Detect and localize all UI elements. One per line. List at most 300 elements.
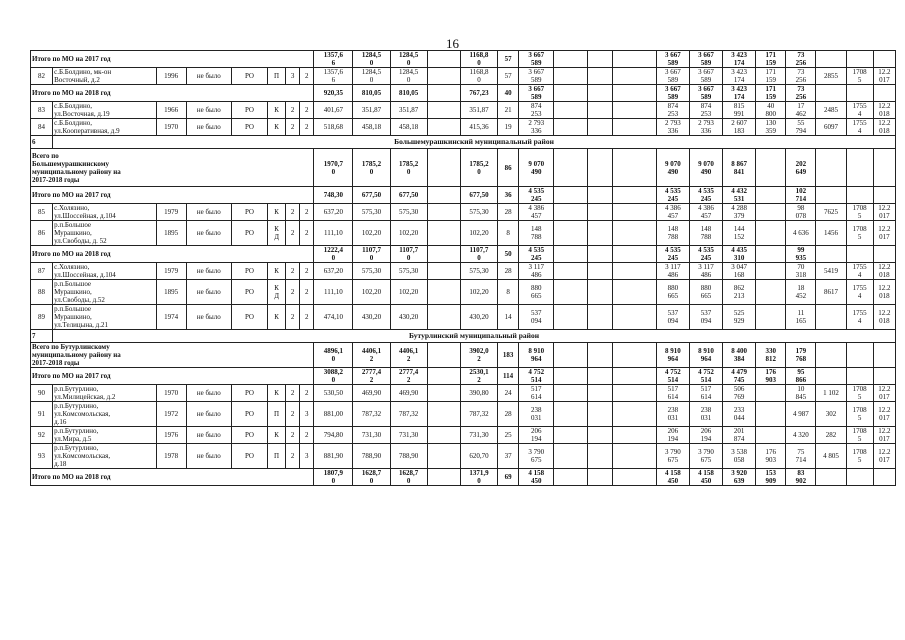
value-cell: 787,32	[353, 402, 390, 427]
value-cell: 282	[816, 427, 846, 444]
value-cell: 7625	[816, 204, 846, 221]
district-row	[31, 136, 896, 149]
subtotal-value: 1785,2 0	[390, 149, 427, 187]
subtotal-value: 3 423 174	[723, 51, 756, 68]
value-cell: 206 194	[656, 427, 689, 444]
value-cell: 1284,5 0	[390, 68, 427, 85]
subtotal-value: 4 535 245	[519, 246, 554, 263]
previous-repair-cell: не было	[186, 68, 231, 85]
wall-material-cell: К	[268, 102, 286, 119]
value-cell: 75 714	[786, 444, 816, 469]
value-cell: 10 845	[786, 385, 816, 402]
value-cell: 401,67	[314, 102, 353, 119]
entrances-cell: 2	[300, 68, 314, 85]
subtotal-value: 99 935	[786, 246, 816, 263]
value-cell	[427, 444, 460, 469]
subtotal-value: 102 714	[786, 187, 816, 204]
value-cell	[554, 204, 588, 221]
fund-method-cell: РО	[231, 402, 267, 427]
value-cell: 3 117 486	[656, 263, 689, 280]
row-number: 89	[31, 305, 53, 330]
year-cell: 1979	[156, 263, 186, 280]
subtotal-value: 1107,7 0	[460, 246, 497, 263]
subtotal-value: 810,05	[353, 85, 390, 102]
previous-repair-cell: не было	[186, 263, 231, 280]
value-cell	[588, 444, 612, 469]
value-cell: 4 987	[786, 402, 816, 427]
subtotal-value: 4 432 531	[723, 187, 756, 204]
value-cell: 1708 5	[846, 444, 873, 469]
floors-cell: 2	[286, 204, 300, 221]
district-number: 6	[31, 136, 53, 149]
value-cell: 98 078	[786, 204, 816, 221]
value-cell: 17 462	[786, 102, 816, 119]
subtotal-value: 73 256	[786, 85, 816, 102]
subtotal-value	[873, 469, 895, 486]
value-cell	[588, 280, 612, 305]
year-cell: 1996	[156, 68, 186, 85]
value-cell	[612, 102, 656, 119]
row-number: 84	[31, 119, 53, 136]
value-cell	[588, 402, 612, 427]
value-cell: 351,87	[353, 102, 390, 119]
value-cell: 8617	[816, 280, 846, 305]
table-row	[31, 119, 896, 136]
subtotal-value: 4406,1 2	[390, 343, 427, 368]
value-cell: 1357,6 6	[314, 68, 353, 85]
entrances-cell: 2	[300, 102, 314, 119]
subtotal-value: 2530,1 2	[460, 368, 497, 385]
value-cell: 881,00	[314, 402, 353, 427]
subtotal-value	[816, 149, 846, 187]
value-cell: 8	[498, 280, 519, 305]
subtotal-value: 4 535 245	[656, 187, 689, 204]
subtotal-value: 330 812	[756, 343, 786, 368]
wall-material-cell: П	[268, 68, 286, 85]
subtotal-value: 1628,7 0	[353, 469, 390, 486]
subtotal-label: Итого по МО на 2017 год	[31, 187, 314, 204]
value-cell: 351,87	[460, 102, 497, 119]
value-cell: 238 031	[519, 402, 554, 427]
subtotal-value	[588, 187, 612, 204]
value-cell: 4 636	[786, 221, 816, 246]
value-cell: 415,36	[460, 119, 497, 136]
value-cell: 24	[498, 385, 519, 402]
subtotal-value	[554, 368, 588, 385]
value-cell: 637,20	[314, 263, 353, 280]
subtotal-value: 1222,4 0	[314, 246, 353, 263]
value-cell: 1708 5	[846, 427, 873, 444]
value-cell: 3 047 168	[723, 263, 756, 280]
value-cell	[427, 204, 460, 221]
value-cell	[756, 427, 786, 444]
subtotal-value	[554, 85, 588, 102]
wall-material-cell: К	[268, 427, 286, 444]
value-cell: 176 903	[756, 444, 786, 469]
value-cell: 880 665	[519, 280, 554, 305]
value-cell: 4 320	[786, 427, 816, 444]
value-cell: 1168,8 0	[460, 68, 497, 85]
subtotal-value: 920,35	[314, 85, 353, 102]
fund-method-cell: РО	[231, 263, 267, 280]
value-cell	[427, 305, 460, 330]
value-cell: 390,80	[460, 385, 497, 402]
page-number: 16	[446, 36, 459, 51]
housing-repair-table	[30, 50, 896, 486]
address-cell: с.Б.Болдино, мк-он Восточный, д.2	[53, 68, 156, 85]
value-cell: 18 452	[786, 280, 816, 305]
fund-method-cell: РО	[231, 221, 267, 246]
value-cell: 430,20	[390, 305, 427, 330]
address-cell: р.п.Бутурлино, ул.Милицейская, д.2	[53, 385, 156, 402]
value-cell: 474,10	[314, 305, 353, 330]
wall-material-cell: К Д	[268, 221, 286, 246]
value-cell	[756, 280, 786, 305]
wall-material-cell: К Д	[268, 280, 286, 305]
value-cell: 2 607 183	[723, 119, 756, 136]
value-cell	[588, 204, 612, 221]
value-cell: 788,90	[390, 444, 427, 469]
floors-cell: 2	[286, 385, 300, 402]
subtotal-row	[31, 85, 896, 102]
value-cell	[612, 305, 656, 330]
subtotal-value	[588, 149, 612, 187]
subtotal-value: 1107,7 0	[353, 246, 390, 263]
subtotal-row	[31, 51, 896, 68]
entrances-cell: 2	[300, 280, 314, 305]
value-cell: 537 094	[656, 305, 689, 330]
subtotal-value	[816, 246, 846, 263]
row-number: 88	[31, 280, 53, 305]
value-cell: 111,10	[314, 280, 353, 305]
subtotal-value: 4896,1 0	[314, 343, 353, 368]
subtotal-label: Итого по МО на 2018 год	[31, 246, 314, 263]
subtotal-value: 677,50	[460, 187, 497, 204]
value-cell	[554, 102, 588, 119]
subtotal-value	[588, 343, 612, 368]
value-cell: 3 790 675	[689, 444, 722, 469]
subtotal-value	[588, 85, 612, 102]
subtotal-value	[612, 51, 656, 68]
value-cell: 8	[498, 221, 519, 246]
subtotal-value: 3088,2 0	[314, 368, 353, 385]
year-cell: 1979	[156, 204, 186, 221]
subtotal-value	[816, 368, 846, 385]
value-cell: 238 031	[689, 402, 722, 427]
subtotal-value: 1807,9 0	[314, 469, 353, 486]
value-cell	[554, 263, 588, 280]
wall-material-cell: К	[268, 305, 286, 330]
subtotal-value: 8 910 964	[519, 343, 554, 368]
value-cell: 2485	[816, 102, 846, 119]
value-cell	[554, 402, 588, 427]
subtotal-value: 4 158 450	[689, 469, 722, 486]
fund-method-cell: РО	[231, 305, 267, 330]
value-cell: 12.2 017	[873, 385, 895, 402]
subtotal-value: 1357,6 6	[314, 51, 353, 68]
subtotal-value: 4 479 745	[723, 368, 756, 385]
entrances-cell: 2	[300, 221, 314, 246]
subtotal-value	[554, 469, 588, 486]
subtotal-value: 4 535 245	[689, 187, 722, 204]
year-cell: 1895	[156, 280, 186, 305]
value-cell: 1755 4	[846, 305, 873, 330]
subtotal-value: 1785,2 0	[460, 149, 497, 187]
entrances-cell: 2	[300, 427, 314, 444]
table-row	[31, 427, 896, 444]
value-cell: 3 667 589	[519, 68, 554, 85]
value-cell: 3 423 174	[723, 68, 756, 85]
value-cell: 25	[498, 427, 519, 444]
subtotal-value	[554, 51, 588, 68]
value-cell: 1 102	[816, 385, 846, 402]
row-number: 85	[31, 204, 53, 221]
address-cell: с.Б.Болдино, ул.Кооперативная, д.9	[53, 119, 156, 136]
value-cell: 302	[816, 402, 846, 427]
subtotal-value	[612, 246, 656, 263]
value-cell: 4 386 457	[656, 204, 689, 221]
previous-repair-cell: не было	[186, 305, 231, 330]
value-cell: 2 793 336	[689, 119, 722, 136]
table-row	[31, 221, 896, 246]
subtotal-value	[427, 149, 460, 187]
value-cell	[588, 119, 612, 136]
value-cell	[427, 385, 460, 402]
value-cell: 874 253	[689, 102, 722, 119]
subtotal-value: 4 158 450	[656, 469, 689, 486]
value-cell	[588, 385, 612, 402]
value-cell: 111,10	[314, 221, 353, 246]
value-cell	[427, 263, 460, 280]
subtotal-value: 179 768	[786, 343, 816, 368]
value-cell: 351,87	[390, 102, 427, 119]
fund-method-cell: РО	[231, 204, 267, 221]
value-cell: 28	[498, 204, 519, 221]
subtotal-value	[846, 368, 873, 385]
subtotal-value	[612, 469, 656, 486]
value-cell: 1755 4	[846, 102, 873, 119]
subtotal-value	[612, 187, 656, 204]
year-cell: 1978	[156, 444, 186, 469]
value-cell: 788,90	[353, 444, 390, 469]
row-number: 90	[31, 385, 53, 402]
subtotal-value	[846, 343, 873, 368]
value-cell: 787,32	[460, 402, 497, 427]
subtotal-value: 1107,7 0	[390, 246, 427, 263]
value-cell: 458,18	[390, 119, 427, 136]
address-cell: р.п.Бутурлино, ул.Комсомольская, д.16	[53, 402, 156, 427]
entrances-cell: 2	[300, 305, 314, 330]
value-cell: 880 665	[689, 280, 722, 305]
value-cell: 862 213	[723, 280, 756, 305]
value-cell: 102,20	[353, 280, 390, 305]
value-cell: 130 359	[756, 119, 786, 136]
subtotal-value: 677,50	[390, 187, 427, 204]
value-cell: 148 788	[689, 221, 722, 246]
subtotal-value: 1284,5 0	[390, 51, 427, 68]
fund-method-cell: РО	[231, 68, 267, 85]
value-cell: 3 667 589	[689, 68, 722, 85]
value-cell: 794,80	[314, 427, 353, 444]
subtotal-value: 3 667 589	[656, 51, 689, 68]
value-cell: 57	[498, 68, 519, 85]
value-cell	[612, 402, 656, 427]
row-number: 82	[31, 68, 53, 85]
value-cell: 731,30	[460, 427, 497, 444]
value-cell: 517 614	[656, 385, 689, 402]
value-cell: 4 386 457	[519, 204, 554, 221]
value-cell: 4 288 379	[723, 204, 756, 221]
year-cell: 1970	[156, 385, 186, 402]
year-cell: 1974	[156, 305, 186, 330]
subtotal-value: 4406,1 2	[353, 343, 390, 368]
subtotal-value: 95 866	[786, 368, 816, 385]
entrances-cell: 2	[300, 385, 314, 402]
previous-repair-cell: не было	[186, 204, 231, 221]
value-cell: 19	[498, 119, 519, 136]
value-cell: 575,30	[460, 204, 497, 221]
subtotal-value: 3 667 589	[689, 85, 722, 102]
subtotal-value: 202 649	[786, 149, 816, 187]
value-cell	[554, 305, 588, 330]
value-cell	[427, 102, 460, 119]
value-cell: 575,30	[460, 263, 497, 280]
subtotal-value: 176 903	[756, 368, 786, 385]
value-cell: 12.2 017	[873, 402, 895, 427]
subtotal-value	[873, 368, 895, 385]
value-cell: 637,20	[314, 204, 353, 221]
floors-cell: 2	[286, 305, 300, 330]
value-cell	[756, 402, 786, 427]
previous-repair-cell: не было	[186, 427, 231, 444]
fund-method-cell: РО	[231, 102, 267, 119]
subtotal-value	[427, 246, 460, 263]
value-cell: 1755 4	[846, 280, 873, 305]
value-cell: 530,50	[314, 385, 353, 402]
value-cell: 430,20	[353, 305, 390, 330]
value-cell	[427, 68, 460, 85]
value-cell: 458,18	[353, 119, 390, 136]
value-cell: 28	[498, 263, 519, 280]
subtotal-value: 9 070 490	[519, 149, 554, 187]
subtotal-value: 3 667 589	[519, 51, 554, 68]
value-cell: 238 031	[656, 402, 689, 427]
entrances-cell: 3	[300, 444, 314, 469]
floors-cell: 2	[286, 444, 300, 469]
value-cell	[612, 68, 656, 85]
year-cell: 1895	[156, 221, 186, 246]
subtotal-value: 3 667 589	[656, 85, 689, 102]
value-cell: 517 614	[519, 385, 554, 402]
subtotal-value	[873, 51, 895, 68]
subtotal-value	[873, 149, 895, 187]
value-cell	[612, 427, 656, 444]
subtotal-value	[816, 187, 846, 204]
district-title: Большемурашкинский муниципальный район	[53, 136, 896, 149]
subtotal-value	[427, 343, 460, 368]
subtotal-value	[427, 368, 460, 385]
subtotal-row	[31, 187, 896, 204]
value-cell: 4 805	[816, 444, 846, 469]
row-number: 86	[31, 221, 53, 246]
value-cell: 575,30	[353, 204, 390, 221]
value-cell: 874 253	[519, 102, 554, 119]
subtotal-label: Всего по Бутурлинскому муниципальному району на 2017-2018 годы	[31, 343, 314, 368]
value-cell	[554, 68, 588, 85]
value-cell	[756, 263, 786, 280]
table-row	[31, 204, 896, 221]
value-cell: 12.2 017	[873, 68, 895, 85]
value-cell	[554, 427, 588, 444]
subtotal-value: 810,05	[390, 85, 427, 102]
value-cell: 28	[498, 402, 519, 427]
subtotal-value: 9 070 490	[689, 149, 722, 187]
floors-cell: 2	[286, 221, 300, 246]
subtotal-value	[588, 51, 612, 68]
subtotal-value	[756, 187, 786, 204]
previous-repair-cell: не было	[186, 385, 231, 402]
value-cell: 881,90	[314, 444, 353, 469]
value-cell: 525 929	[723, 305, 756, 330]
subtotal-value: 2777,4 2	[353, 368, 390, 385]
subtotal-value: 171 159	[756, 51, 786, 68]
value-cell	[588, 68, 612, 85]
value-cell: 102,20	[390, 280, 427, 305]
table-row	[31, 280, 896, 305]
value-cell: 21	[498, 102, 519, 119]
value-cell: 55 794	[786, 119, 816, 136]
row-number: 91	[31, 402, 53, 427]
subtotal-value	[554, 149, 588, 187]
subtotal-value: 4 535 245	[689, 246, 722, 263]
subtotal-value	[554, 246, 588, 263]
subtotal-value: 171 159	[756, 85, 786, 102]
value-cell: 2 793 336	[519, 119, 554, 136]
value-cell: 37	[498, 444, 519, 469]
value-cell: 3 117 486	[689, 263, 722, 280]
value-cell: 3 538 058	[723, 444, 756, 469]
subtotal-label: Итого по МО на 2017 год	[31, 368, 314, 385]
previous-repair-cell: не было	[186, 402, 231, 427]
subtotal-value: 8 867 841	[723, 149, 756, 187]
value-cell	[756, 305, 786, 330]
subtotal-value: 3 667 589	[519, 85, 554, 102]
subtotal-value: 4 752 514	[656, 368, 689, 385]
subtotal-value	[427, 51, 460, 68]
value-cell: 731,30	[353, 427, 390, 444]
value-cell	[612, 280, 656, 305]
value-cell	[588, 102, 612, 119]
value-cell: 201 874	[723, 427, 756, 444]
subtotal-value	[588, 368, 612, 385]
value-cell: 1708 5	[846, 68, 873, 85]
floors-cell: 2	[286, 102, 300, 119]
value-cell: 506 769	[723, 385, 756, 402]
value-cell: 4 386 457	[689, 204, 722, 221]
year-cell: 1970	[156, 119, 186, 136]
value-cell: 1755 4	[846, 263, 873, 280]
value-cell	[588, 305, 612, 330]
value-cell: 206 194	[689, 427, 722, 444]
subtotal-row	[31, 149, 896, 187]
previous-repair-cell: не было	[186, 119, 231, 136]
value-cell	[612, 385, 656, 402]
value-cell: 171 159	[756, 68, 786, 85]
address-cell: р.п.Большое Мурашкино, ул.Свободы, д. 52	[53, 221, 156, 246]
subtotal-value	[756, 246, 786, 263]
subtotal-value: 8 910 964	[689, 343, 722, 368]
value-cell: 620,70	[460, 444, 497, 469]
